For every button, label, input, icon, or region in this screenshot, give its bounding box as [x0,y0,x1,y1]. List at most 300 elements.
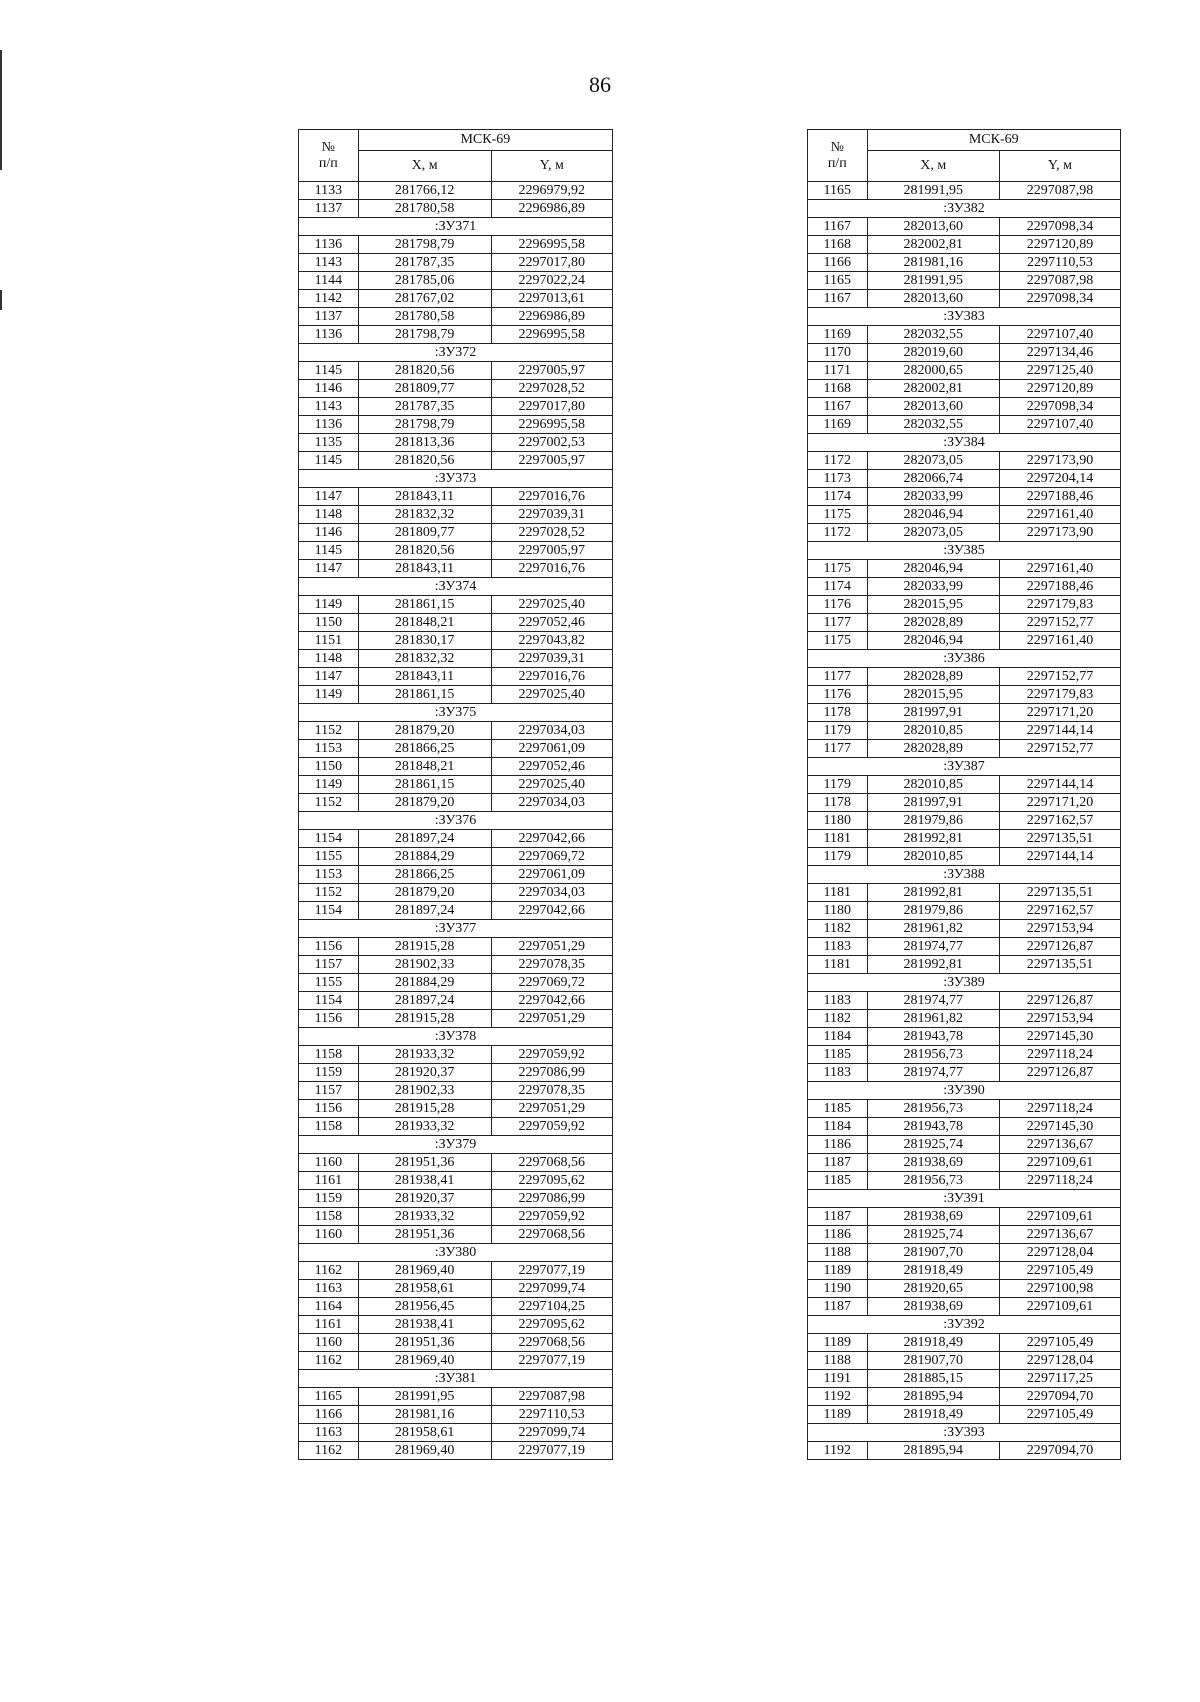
zone-label: :ЗУ378 [299,1028,613,1046]
x-coordinate: 281956,45 [358,1298,491,1316]
point-number: 1166 [299,1406,359,1424]
table-row [299,1064,613,1082]
y-coordinate: 2297061,09 [491,866,613,884]
table-row [808,1262,1121,1280]
x-coordinate: 282015,95 [867,596,999,614]
zone-row [808,542,1121,560]
x-coordinate: 282046,94 [867,560,999,578]
y-coordinate: 2297162,57 [999,812,1120,830]
table-row [808,290,1121,308]
point-number: 1147 [299,668,359,686]
x-coordinate: 281991,95 [867,272,999,290]
x-coordinate: 281918,49 [867,1262,999,1280]
y-coordinate: 2297161,40 [999,506,1120,524]
point-number: 1150 [299,614,359,632]
table-row [808,938,1121,956]
table-row [299,1316,613,1334]
table-row [808,416,1121,434]
table-row [808,398,1121,416]
x-coordinate: 281780,58 [358,308,491,326]
table-row [299,434,613,452]
point-number: 1189 [808,1334,868,1352]
point-number: 1186 [808,1226,868,1244]
y-coordinate: 2297069,72 [491,848,613,866]
point-number: 1150 [299,758,359,776]
point-number: 1188 [808,1244,868,1262]
point-number: 1184 [808,1118,868,1136]
table-row [808,218,1121,236]
x-coordinate: 281897,24 [358,902,491,920]
y-coordinate: 2297005,97 [491,452,613,470]
table-row [299,1298,613,1316]
y-coordinate: 2297034,03 [491,794,613,812]
y-coordinate: 2297002,53 [491,434,613,452]
y-coordinate: 2297126,87 [999,938,1120,956]
table-row [808,1028,1121,1046]
y-coordinate: 2297107,40 [999,416,1120,434]
point-number: 1175 [808,560,868,578]
y-coordinate: 2297013,61 [491,290,613,308]
y-coordinate: 2297042,66 [491,992,613,1010]
table-row [299,452,613,470]
y-coordinate: 2297095,62 [491,1172,613,1190]
table-row [808,704,1121,722]
zone-label: :ЗУ387 [808,758,1121,776]
y-coordinate: 2296995,58 [491,236,613,254]
table-row [299,830,613,848]
y-coordinate: 2297052,46 [491,614,613,632]
y-coordinate: 2297109,61 [999,1298,1120,1316]
y-coordinate: 2297025,40 [491,776,613,794]
y-coordinate: 2297078,35 [491,1082,613,1100]
coordinates-table-right [807,129,1121,1460]
table-row [808,776,1121,794]
x-coordinate: 281787,35 [358,254,491,272]
zone-label: :ЗУ392 [808,1316,1121,1334]
x-coordinate: 282019,60 [867,344,999,362]
point-number: 1159 [299,1064,359,1082]
point-number: 1145 [299,542,359,560]
zone-row [808,650,1121,668]
table-row [808,1280,1121,1298]
y-coordinate: 2297016,76 [491,668,613,686]
point-number: 1178 [808,794,868,812]
y-coordinate: 2297109,61 [999,1154,1120,1172]
point-number: 1183 [808,938,868,956]
point-number: 1154 [299,830,359,848]
table-row [299,1388,613,1406]
x-coordinate: 281920,65 [867,1280,999,1298]
table-row [299,416,613,434]
table-row [808,560,1121,578]
point-number: 1181 [808,956,868,974]
x-coordinate: 282032,55 [867,416,999,434]
point-number: 1135 [299,434,359,452]
point-number: 1156 [299,938,359,956]
x-coordinate: 281938,69 [867,1298,999,1316]
y-coordinate: 2297059,92 [491,1208,613,1226]
x-coordinate: 281974,77 [867,938,999,956]
x-coordinate: 281895,94 [867,1388,999,1406]
point-number: 1166 [808,254,868,272]
point-number: 1136 [299,326,359,344]
x-coordinate: 281979,86 [867,902,999,920]
point-number: 1154 [299,902,359,920]
x-coordinate: 281820,56 [358,542,491,560]
x-coordinate: 281958,61 [358,1280,491,1298]
scan-margin-line [0,50,2,170]
table-row [299,326,613,344]
table-row [808,614,1121,632]
x-coordinate: 281820,56 [358,452,491,470]
point-number: 1146 [299,380,359,398]
y-coordinate: 2297068,56 [491,1226,613,1244]
x-coordinate: 281918,49 [867,1334,999,1352]
y-coordinate: 2297135,51 [999,956,1120,974]
x-coordinate: 281933,32 [358,1046,491,1064]
y-coordinate: 2297117,25 [999,1370,1120,1388]
table-row [299,1442,613,1460]
point-number: 1175 [808,632,868,650]
y-coordinate: 2297144,14 [999,776,1120,794]
table-row [299,1046,613,1064]
x-coordinate: 281907,70 [867,1244,999,1262]
table-row [808,740,1121,758]
point-number: 1182 [808,1010,868,1028]
x-coordinate: 281969,40 [358,1442,491,1460]
x-coordinate: 281848,21 [358,614,491,632]
num-header: № п/п [299,130,359,182]
system-header: МСК-69 [358,130,612,151]
y-coordinate: 2297105,49 [999,1334,1120,1352]
point-number: 1183 [808,992,868,1010]
x-coordinate: 282000,65 [867,362,999,380]
table-row [808,578,1121,596]
table-row [808,1388,1121,1406]
y-header: Y, м [999,151,1120,182]
point-number: 1168 [808,236,868,254]
x-coordinate: 281938,69 [867,1208,999,1226]
zone-label: :ЗУ373 [299,470,613,488]
x-coordinate: 281902,33 [358,1082,491,1100]
x-coordinate: 282015,95 [867,686,999,704]
point-number: 1157 [299,1082,359,1100]
table-body [299,182,613,1460]
table-row [299,686,613,704]
y-coordinate: 2297069,72 [491,974,613,992]
zone-label: :ЗУ371 [299,218,613,236]
table-row [299,956,613,974]
x-coordinate: 281961,82 [867,920,999,938]
table-row [299,776,613,794]
zone-label: :ЗУ372 [299,344,613,362]
point-number: 1167 [808,398,868,416]
zone-row [299,920,613,938]
zone-row [299,812,613,830]
y-coordinate: 2297061,09 [491,740,613,758]
y-coordinate: 2297145,30 [999,1118,1120,1136]
x-coordinate: 281766,12 [358,182,491,200]
y-coordinate: 2297110,53 [999,254,1120,272]
table-row [299,758,613,776]
y-coordinate: 2297105,49 [999,1406,1120,1424]
table-row [299,1406,613,1424]
point-number: 1167 [808,290,868,308]
y-coordinate: 2297077,19 [491,1442,613,1460]
table-row [808,1064,1121,1082]
table-row [808,956,1121,974]
x-coordinate: 281907,70 [867,1352,999,1370]
point-number: 1190 [808,1280,868,1298]
table-row [808,452,1121,470]
table-row [808,902,1121,920]
x-coordinate: 281991,95 [358,1388,491,1406]
x-coordinate: 281861,15 [358,686,491,704]
y-coordinate: 2297039,31 [491,650,613,668]
table-row [808,596,1121,614]
point-number: 1182 [808,920,868,938]
zone-row [299,704,613,722]
table-row [299,794,613,812]
y-coordinate: 2297136,67 [999,1136,1120,1154]
point-number: 1147 [299,560,359,578]
point-number: 1186 [808,1136,868,1154]
point-number: 1173 [808,470,868,488]
y-coordinate: 2297135,51 [999,830,1120,848]
y-coordinate: 2297120,89 [999,236,1120,254]
zone-label: :ЗУ388 [808,866,1121,884]
point-number: 1163 [299,1424,359,1442]
point-number: 1184 [808,1028,868,1046]
x-coordinate: 281918,49 [867,1406,999,1424]
y-coordinate: 2297098,34 [999,398,1120,416]
point-number: 1169 [808,326,868,344]
table-row [808,1334,1121,1352]
x-coordinate: 281897,24 [358,830,491,848]
y-coordinate: 2297099,74 [491,1424,613,1442]
table-row [299,668,613,686]
table-row [808,362,1121,380]
x-coordinate: 281956,73 [867,1172,999,1190]
point-number: 1149 [299,686,359,704]
zone-row [299,218,613,236]
table-row [299,290,613,308]
x-coordinate: 281958,61 [358,1424,491,1442]
point-number: 1137 [299,200,359,218]
table-row [808,254,1121,272]
point-number: 1165 [299,1388,359,1406]
system-header: МСК-69 [867,130,1120,151]
x-coordinate: 281809,77 [358,524,491,542]
table-row [808,524,1121,542]
point-number: 1192 [808,1388,868,1406]
zone-row [808,1424,1121,1442]
point-number: 1148 [299,650,359,668]
x-coordinate: 281992,81 [867,884,999,902]
y-coordinate: 2297179,83 [999,596,1120,614]
x-coordinate: 281920,37 [358,1064,491,1082]
point-number: 1170 [808,344,868,362]
y-coordinate: 2297104,25 [491,1298,613,1316]
y-coordinate: 2297028,52 [491,524,613,542]
table-row [299,866,613,884]
y-coordinate: 2297087,98 [999,272,1120,290]
y-coordinate: 2297052,46 [491,758,613,776]
x-coordinate: 282002,81 [867,236,999,254]
y-coordinate: 2297173,90 [999,452,1120,470]
x-coordinate: 282032,55 [867,326,999,344]
y-coordinate: 2297087,98 [491,1388,613,1406]
scan-margin-line [0,290,2,310]
zone-row [808,974,1121,992]
table-row [808,470,1121,488]
table-row [808,380,1121,398]
y-coordinate: 2297016,76 [491,560,613,578]
y-coordinate: 2297042,66 [491,902,613,920]
y-coordinate: 2297098,34 [999,290,1120,308]
table-row [299,1010,613,1028]
x-coordinate: 281787,35 [358,398,491,416]
y-coordinate: 2297152,77 [999,740,1120,758]
x-coordinate: 281974,77 [867,992,999,1010]
point-number: 1171 [808,362,868,380]
y-coordinate: 2297126,87 [999,1064,1120,1082]
table-row [808,1046,1121,1064]
point-number: 1155 [299,848,359,866]
point-number: 1172 [808,524,868,542]
zone-label: :ЗУ377 [299,920,613,938]
x-coordinate: 281884,29 [358,974,491,992]
zone-label: :ЗУ385 [808,542,1121,560]
point-number: 1158 [299,1046,359,1064]
table-row [808,344,1121,362]
point-number: 1176 [808,596,868,614]
x-coordinate: 281933,32 [358,1118,491,1136]
point-number: 1133 [299,182,359,200]
zone-row [808,200,1121,218]
point-number: 1159 [299,1190,359,1208]
point-number: 1158 [299,1208,359,1226]
x-coordinate: 281830,17 [358,632,491,650]
x-coordinate: 281915,28 [358,938,491,956]
table-row [299,200,613,218]
x-coordinate: 282046,94 [867,506,999,524]
y-coordinate: 2297034,03 [491,884,613,902]
x-coordinate: 281915,28 [358,1100,491,1118]
point-number: 1163 [299,1280,359,1298]
point-number: 1161 [299,1316,359,1334]
x-coordinate: 282002,81 [867,380,999,398]
table-row [808,1244,1121,1262]
y-coordinate: 2297161,40 [999,560,1120,578]
point-number: 1172 [808,452,868,470]
y-coordinate: 2297135,51 [999,884,1120,902]
y-coordinate: 2297134,46 [999,344,1120,362]
point-number: 1180 [808,812,868,830]
table-row [808,182,1121,200]
y-coordinate: 2297204,14 [999,470,1120,488]
x-coordinate: 282073,05 [867,452,999,470]
y-coordinate: 2297051,29 [491,938,613,956]
table-row [808,830,1121,848]
x-coordinate: 281938,41 [358,1172,491,1190]
point-number: 1187 [808,1154,868,1172]
x-coordinate: 281848,21 [358,758,491,776]
table-row [299,1208,613,1226]
table-row [299,722,613,740]
x-header: X, м [358,151,491,182]
table-body [808,182,1121,1460]
y-coordinate: 2297105,49 [999,1262,1120,1280]
point-number: 1181 [808,830,868,848]
table-row [808,1442,1121,1460]
y-coordinate: 2297179,83 [999,686,1120,704]
point-number: 1136 [299,416,359,434]
x-coordinate: 281879,20 [358,722,491,740]
point-number: 1156 [299,1010,359,1028]
x-coordinate: 282028,89 [867,740,999,758]
table-row [299,1424,613,1442]
y-coordinate: 2297152,77 [999,668,1120,686]
table-row [299,1262,613,1280]
y-coordinate: 2297126,87 [999,992,1120,1010]
y-coordinate: 2297042,66 [491,830,613,848]
y-coordinate: 2297068,56 [491,1334,613,1352]
point-number: 1142 [299,290,359,308]
point-number: 1152 [299,884,359,902]
table-row [299,1100,613,1118]
table-row [299,182,613,200]
table-row [299,1190,613,1208]
y-coordinate: 2297144,14 [999,722,1120,740]
zone-label: :ЗУ390 [808,1082,1121,1100]
y-coordinate: 2297128,04 [999,1244,1120,1262]
x-coordinate: 282028,89 [867,668,999,686]
table-row [299,1280,613,1298]
point-number: 1181 [808,884,868,902]
zone-row [808,758,1121,776]
table-row [808,1136,1121,1154]
y-coordinate: 2297120,89 [999,380,1120,398]
x-header: X, м [867,151,999,182]
zone-row [299,1136,613,1154]
y-coordinate: 2296995,58 [491,416,613,434]
y-coordinate: 2297039,31 [491,506,613,524]
table-row [299,560,613,578]
y-coordinate: 2297086,99 [491,1064,613,1082]
point-number: 1157 [299,956,359,974]
x-coordinate: 281979,86 [867,812,999,830]
point-number: 1183 [808,1064,868,1082]
x-coordinate: 281992,81 [867,956,999,974]
y-coordinate: 2297153,94 [999,920,1120,938]
y-coordinate: 2297016,76 [491,488,613,506]
point-number: 1180 [808,902,868,920]
y-coordinate: 2297051,29 [491,1010,613,1028]
zone-label: :ЗУ383 [808,308,1121,326]
table-row [299,1172,613,1190]
point-number: 1136 [299,236,359,254]
y-coordinate: 2297161,40 [999,632,1120,650]
point-number: 1154 [299,992,359,1010]
y-coordinate: 2297025,40 [491,686,613,704]
zone-row [299,578,613,596]
x-coordinate: 281879,20 [358,884,491,902]
point-number: 1177 [808,668,868,686]
y-coordinate: 2297034,03 [491,722,613,740]
point-number: 1143 [299,254,359,272]
zone-row [808,434,1121,452]
